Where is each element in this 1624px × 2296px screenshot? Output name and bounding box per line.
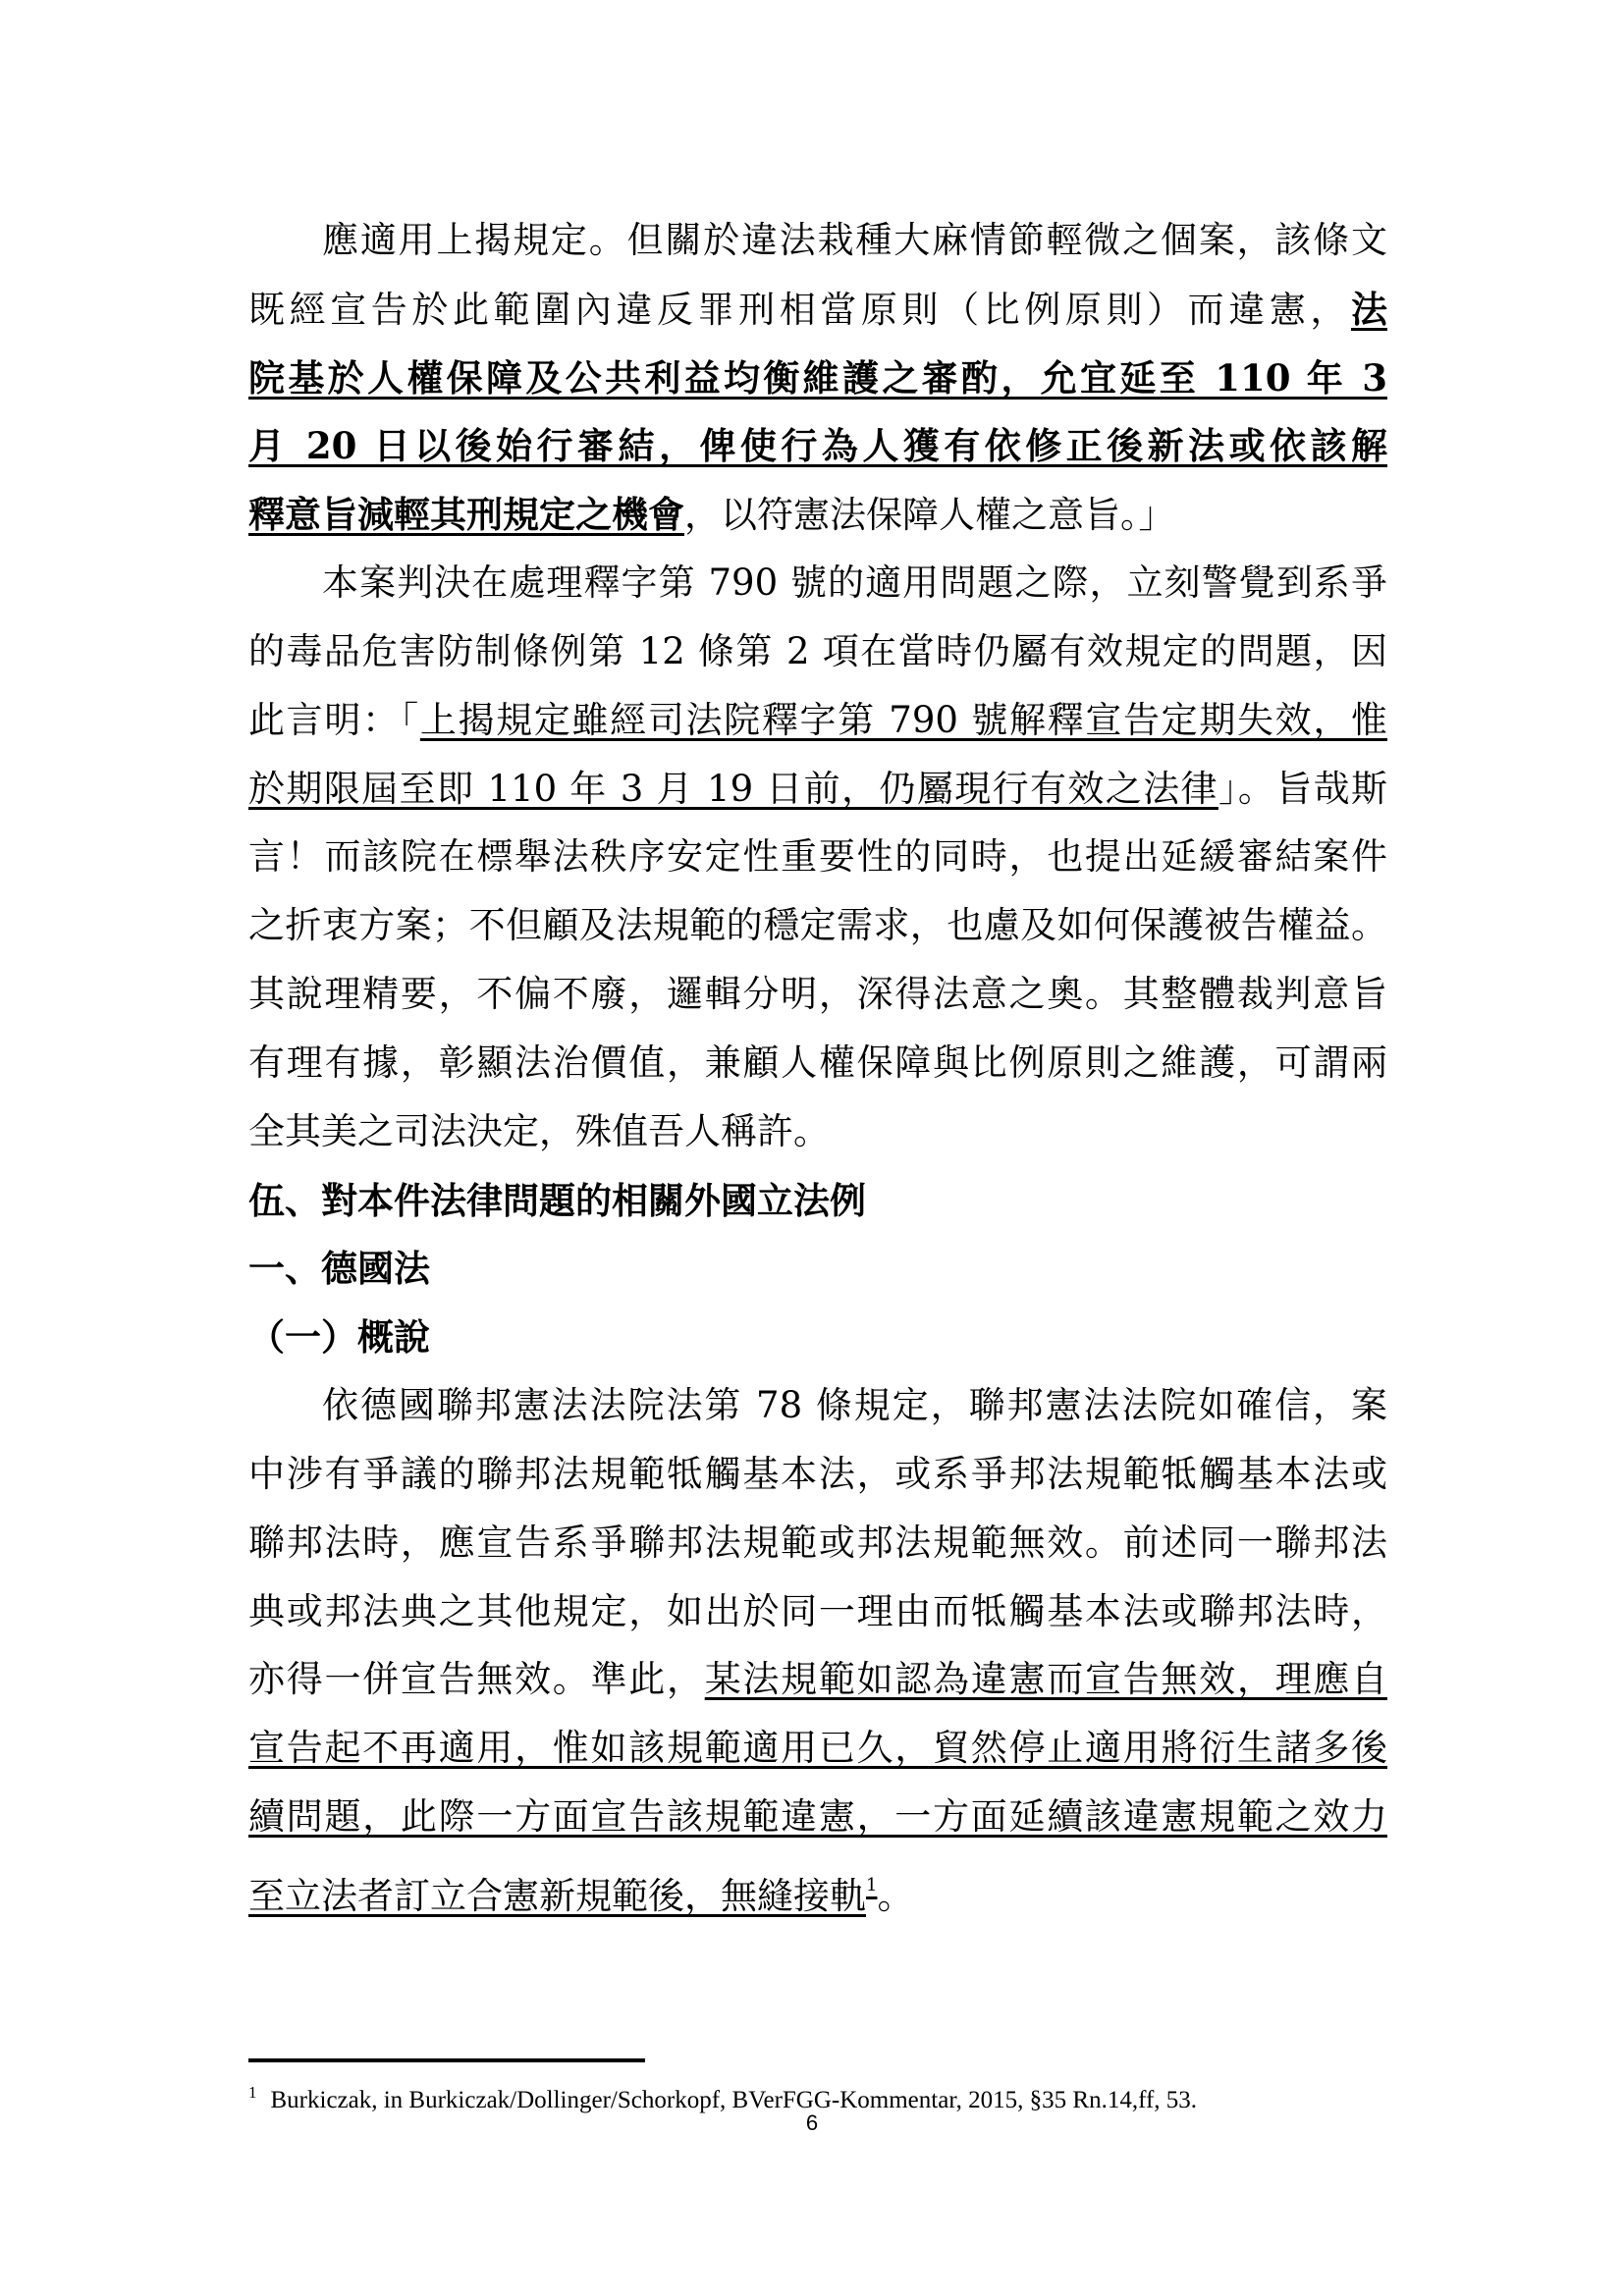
- text-line: [248, 1587, 1387, 1636]
- section-heading: [248, 1312, 1387, 1362]
- text-segment: 本案判決在處理釋字第 790 號的適用問題之際，立刻警覺到系爭: [322, 561, 1387, 604]
- underlined-text: 院基於人權保障及公共利益均衡維護之審酌，允宜延至 110 年 3: [248, 356, 1387, 400]
- page-number: 6: [805, 2110, 819, 2135]
- footnote-text: Burkiczak, in Burkiczak/Dollinger/Schorkopf, BVerFGG-Kommentar, 2015, §35 Rn.14,ff, 53.: [270, 2087, 1198, 2113]
- underlined-text: 續問題，此際一方面宣告該規範違憲，一方面延續該違憲規範之效力: [248, 1795, 1387, 1838]
- underlined-text: 某法規範如認為違憲而宣告無效，理應自: [704, 1658, 1388, 1700]
- text-segment: 此言明：「: [248, 699, 420, 741]
- text-segment: 典或邦法典之其他規定，如出於同一理由而牴觸基本法或聯邦法時，: [248, 1590, 1387, 1632]
- text-segment: 一、德國法: [248, 1247, 430, 1290]
- text-segment: 中涉有爭議的聯邦法規範牴觸基本法，或系爭邦法規範牴觸基本法或: [248, 1453, 1387, 1495]
- text-line: [248, 970, 1387, 1019]
- footnote-reference: 1: [866, 1875, 878, 1896]
- text-line: [322, 216, 1387, 265]
- section-heading: [248, 1176, 1387, 1225]
- text-line: [248, 1655, 1387, 1704]
- text-line: [248, 490, 1387, 539]
- text-line: [248, 421, 1387, 470]
- text-segment: 之折衷方案；不但顧及法規範的穩定需求，也慮及如何保護被告權益。: [248, 904, 1387, 946]
- text-segment: 。: [877, 1875, 914, 1917]
- section-heading: [248, 1244, 1387, 1293]
- underlined-text: 法: [1351, 288, 1387, 331]
- footnote-separator: [248, 2058, 645, 2062]
- underlined-text: 於期限屆至即 110 年 3 月 19 日前，仍屬現行有效之法律: [248, 768, 1218, 810]
- text-line: [248, 1039, 1387, 1088]
- text-line: [248, 1450, 1387, 1499]
- text-segment: 聯邦法時，應宣告系爭聯邦法規範或邦法規範無效。前述同一聯邦法: [248, 1522, 1387, 1564]
- text-line: [248, 1724, 1387, 1773]
- text-line: [248, 627, 1387, 676]
- underlined-text: 月 20 日以後始行審結，俾使行為人獲有依修正後新法或依該解: [248, 424, 1387, 467]
- text-line: [248, 353, 1387, 402]
- underlined-text: 至立法者訂立合憲新規範後，無縫接軌: [248, 1875, 866, 1917]
- text-segment: ，以符憲法保障人權之意旨。」: [684, 494, 1175, 536]
- text-segment: （一）概說: [248, 1315, 430, 1359]
- text-segment: 」。旨哉斯: [1218, 768, 1388, 810]
- text-segment: 其說理精要，不偏不廢，邏輯分明，深得法意之奧。其整體裁判意旨: [248, 973, 1387, 1015]
- text-line: [322, 1381, 1387, 1430]
- text-line: [248, 1861, 1387, 1917]
- text-line: [248, 1519, 1387, 1568]
- text-segment: 應適用上揭規定。但關於違法栽種大麻情節輕微之個案，該條文: [322, 219, 1387, 261]
- text-line: [248, 1107, 1387, 1156]
- text-segment: 言！而該院在標舉法秩序安定性重要性的同時，也提出延緩審結案件: [248, 835, 1387, 878]
- text-segment: 亦得一併宣告無效。準此，: [248, 1658, 705, 1700]
- footnote-mark: 1: [248, 2083, 257, 2102]
- text-line: [248, 285, 1387, 334]
- text-line: [322, 559, 1387, 608]
- text-segment: 依德國聯邦憲法法院法第 78 條規定，聯邦憲法法院如確信，案: [322, 1384, 1387, 1426]
- text-line: [248, 901, 1387, 950]
- underlined-text: 上揭規定雖經司法院釋字第 790 號解釋宣告定期失效，惟: [419, 699, 1387, 741]
- footnote: [248, 2073, 1387, 2112]
- text-line: [248, 832, 1387, 881]
- text-line: [248, 696, 1387, 745]
- text-segment: 既經宣告於此範圍內違反罪刑相當原則（比例原則）而違憲，: [248, 289, 1351, 331]
- text-segment: 的毒品危害防制條例第 12 條第 2 項在當時仍屬有效規定的問題，因: [248, 630, 1387, 672]
- text-segment: 伍、對本件法律問題的相關外國立法例: [248, 1179, 866, 1222]
- text-line: [248, 765, 1387, 814]
- text-line: [248, 1792, 1387, 1842]
- text-segment: 全其美之司法決定，殊值吾人稱許。: [248, 1110, 830, 1152]
- text-segment: 有理有據，彰顯法治價值，兼顧人權保障與比例原則之維護，可謂兩: [248, 1041, 1387, 1084]
- underlined-text: 釋意旨減輕其刑規定之機會: [248, 493, 684, 536]
- underlined-text: 宣告起不再適用，惟如該規範適用已久，貿然停止適用將衍生諸多後: [248, 1727, 1387, 1769]
